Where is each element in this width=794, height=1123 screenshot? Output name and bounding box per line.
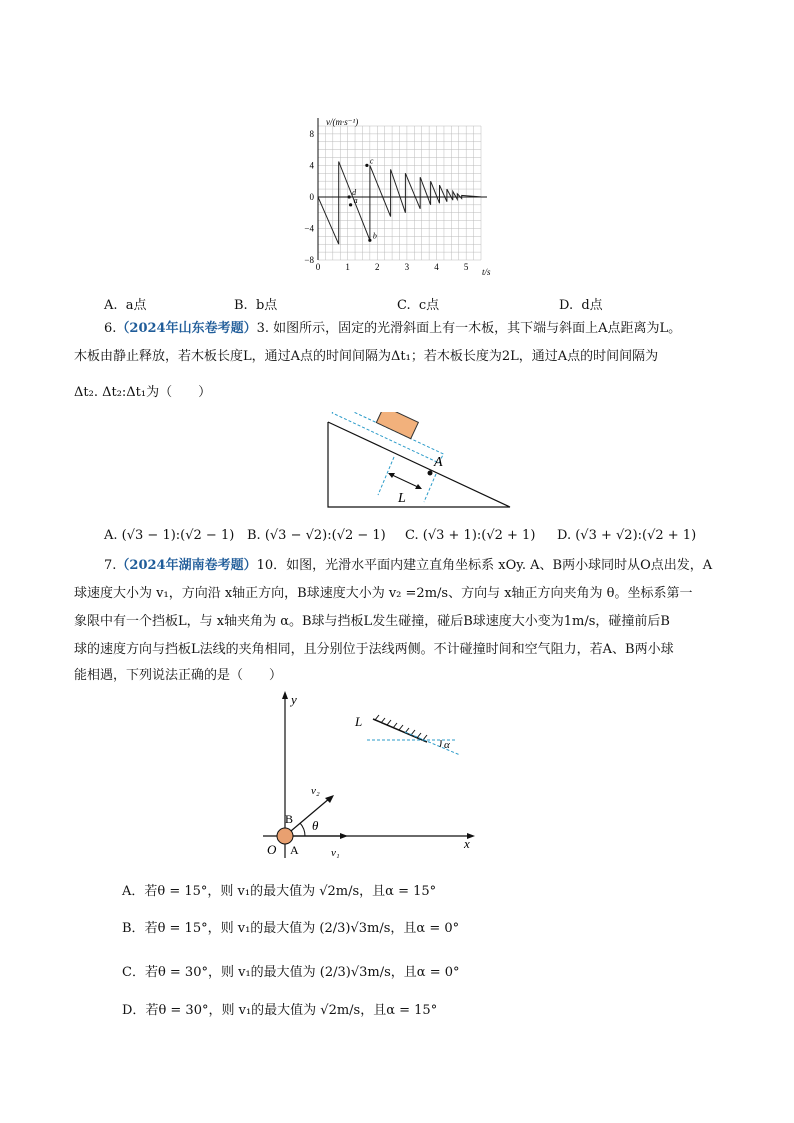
incline-figure: [320, 412, 520, 512]
q6-line-3: [74, 379, 211, 407]
point-a-label: A: [434, 455, 443, 470]
data-point-label: c: [369, 156, 374, 166]
point-a-dot: [428, 471, 433, 476]
data-point: [348, 195, 351, 198]
q6-option-d[interactable]: [557, 528, 696, 543]
vt-chart: [296, 112, 506, 282]
q7-line-5: [74, 662, 282, 690]
option-text: d点: [581, 298, 603, 313]
ball-b-label: B: [285, 812, 294, 826]
chart-axes: [304, 118, 487, 272]
q6-line-2: [74, 343, 658, 371]
q6-option-b[interactable]: [247, 528, 386, 543]
option-letter: D.: [559, 298, 574, 313]
option-text: 若θ = 30°，则 v₁的最大值为 (2/3)√3m/s，且α = 0°: [144, 965, 460, 980]
option-text: (√3 + √2):(√2 + 1): [575, 528, 697, 543]
q7-option-b[interactable]: [122, 917, 459, 936]
origin-label: O: [267, 842, 277, 857]
x-tick-label: 3: [404, 262, 410, 272]
y-tick-label: 0: [309, 191, 314, 202]
q7-option-a[interactable]: [122, 880, 436, 899]
q7-line-2: [74, 580, 693, 608]
y-tick-label: −8: [304, 255, 314, 265]
option-text: a点: [125, 298, 147, 313]
option-letter: B.: [234, 298, 248, 313]
option-letter: B．: [122, 921, 145, 936]
question-text: 木板由静止释放，若木板长度L，通过A点的时间间隔为Δt₁；若木板长度为2L，通过A点的时间间隔为: [74, 349, 659, 364]
q5-option-b[interactable]: [234, 294, 277, 313]
x-tick-label: 5: [463, 262, 469, 272]
ball-a-label: A: [290, 843, 299, 857]
question-text: 球速度大小为 v₁，方向沿 x轴正方向，B球速度大小为 v₂ =2m/s、方向与 x轴正方向夹角为 θ。坐标系第一: [74, 586, 693, 601]
option-letter: A.: [104, 528, 118, 543]
baffle-label: L: [355, 714, 363, 729]
q7-line-1: [104, 552, 712, 580]
question-text: Δt₂. Δt₂:Δt₁为（ ）: [74, 385, 212, 400]
incline-slope: [328, 422, 510, 507]
theta-arc: [300, 823, 305, 836]
chart-y-axis-label: v/(m·s⁻¹): [326, 117, 359, 127]
q7-option-d[interactable]: [122, 999, 437, 1018]
baffle-hatching: [375, 715, 427, 740]
x-tick-label: 0: [315, 262, 321, 272]
ball: [277, 828, 293, 844]
option-text: b点: [255, 298, 278, 313]
option-text: 若θ = 15°，则 v₁的最大值为 (2/3)√3m/s，且α = 0°: [144, 921, 460, 936]
option-letter: A.: [104, 298, 118, 313]
q6-option-a[interactable]: [104, 528, 234, 543]
option-letter: C.: [397, 298, 411, 313]
question-source: （2024年山东卷考题）: [116, 321, 257, 336]
coordinate-figure: [255, 688, 480, 863]
y-tick-label: 8: [309, 128, 314, 139]
question-number: 7.: [104, 558, 117, 573]
q5-option-c[interactable]: [397, 294, 439, 313]
question-text: 3. 如图所示，固定的光滑斜面上有一木板，其下端与斜面上A点距离为L。: [256, 321, 682, 336]
theta-label: θ: [312, 818, 319, 833]
chart-x-axis-label: t/s: [482, 267, 491, 277]
question-text: 球的速度方向与挡板L法线的夹角相同，且分别位于法线两侧。不计碰撞时间和空气阻力，若A、B两小球: [74, 642, 674, 657]
wooden-block: [376, 412, 418, 439]
option-text: 若θ = 15°，则 v₁的最大值为 √2m/s，且α = 15°: [144, 884, 437, 899]
y-tick-label: 4: [309, 160, 314, 171]
q5-option-a[interactable]: [104, 294, 147, 313]
option-letter: B.: [247, 528, 261, 543]
y-tick-label: −4: [304, 223, 314, 234]
option-text: c点: [418, 298, 440, 313]
length-arrow: [390, 474, 420, 488]
data-point: [365, 164, 368, 167]
data-point-label: b: [372, 231, 377, 241]
alpha-arc: [440, 740, 441, 747]
option-letter: A．: [122, 884, 145, 899]
x-tick-label: 4: [434, 262, 439, 272]
x-tick-label: 2: [375, 262, 380, 272]
y-axis-arrow: [282, 691, 288, 699]
x-tick-label: 1: [345, 262, 350, 272]
question-text: 10．如图，光滑水平面内建立直角坐标系 xOy. A、B两小球同时从O点出发，A: [256, 558, 713, 573]
option-text: 若θ = 30°，则 v₁的最大值为 √2m/s，且α = 15°: [145, 1003, 438, 1018]
chart-points: [348, 156, 377, 241]
option-letter: C.: [405, 528, 419, 543]
question-text: 能相遇，下列说法正确的是（ ）: [74, 668, 283, 683]
option-letter: D.: [557, 528, 572, 543]
v1-label: v₁: [331, 847, 340, 859]
q7-line-3: [74, 608, 670, 636]
data-point-label: a: [353, 195, 358, 205]
q6-option-c[interactable]: [405, 528, 535, 543]
y-axis-label: y: [291, 692, 297, 707]
data-point: [368, 239, 371, 242]
question-text: 象限中有一个挡板L，与 x轴夹角为 α。B球与挡板L发生碰撞，碰后B球速度大小变为1m/s，碰撞前后B: [74, 614, 670, 629]
data-point-label: d: [352, 187, 357, 197]
option-letter: D．: [122, 1003, 146, 1018]
dashed-line-right: [424, 474, 436, 502]
question-source: （2024年湖南卷考题）: [116, 558, 257, 573]
q5-option-d[interactable]: [559, 294, 603, 313]
length-label: L: [398, 491, 406, 506]
x-axis-label: x: [464, 836, 470, 851]
q7-line-4: [74, 636, 674, 664]
q7-option-c[interactable]: [122, 961, 460, 980]
option-text: (√3 − 1):(√2 − 1): [121, 528, 235, 543]
chart-grid: [318, 126, 481, 260]
data-point: [349, 203, 352, 206]
v2-label: v₂: [311, 785, 320, 797]
alpha-label: α: [444, 739, 450, 751]
option-text: (√3 − √2):(√2 − 1): [264, 528, 386, 543]
question-number: 6.: [104, 321, 117, 336]
option-text: (√3 + 1):(√2 + 1): [422, 528, 536, 543]
v1-arrowhead: [340, 833, 348, 839]
option-letter: C．: [122, 965, 145, 980]
q6-line-1: [104, 315, 681, 343]
